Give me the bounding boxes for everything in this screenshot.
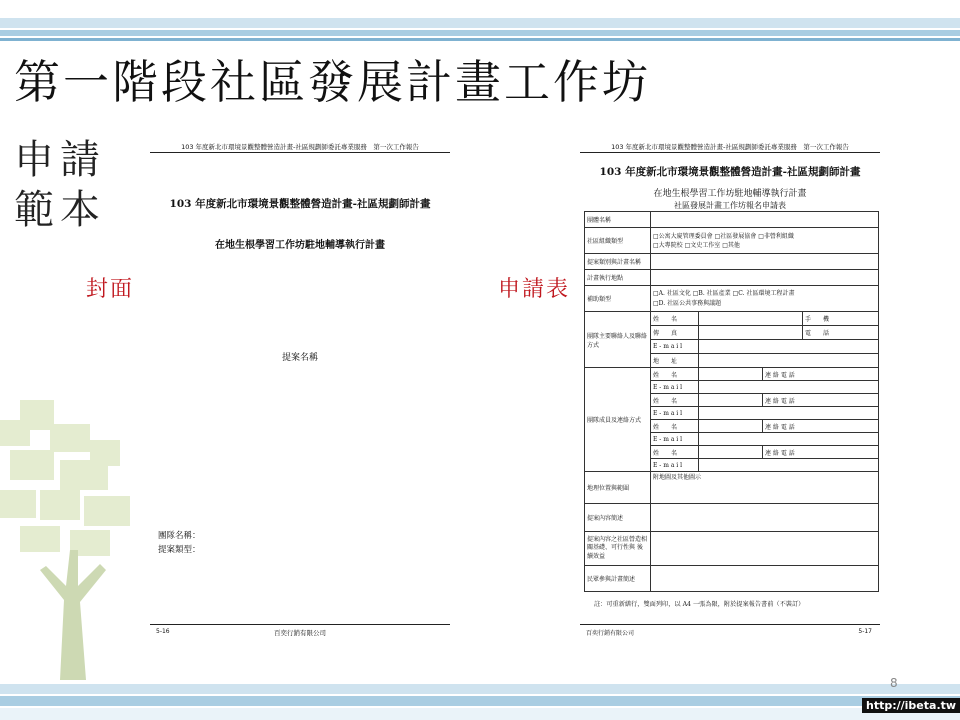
field-label: 姓 名 xyxy=(651,446,699,459)
form-title3: 社區發展計畫工作坊報名申請表 xyxy=(674,201,786,210)
row-label: 提案內容之社區營造相關基礎、可行性與 後續效益 xyxy=(585,532,651,566)
bottom-decor-band xyxy=(0,684,960,694)
footer-rule xyxy=(150,624,450,625)
cover-page xyxy=(150,138,450,638)
table-row xyxy=(585,228,879,254)
field-label: 地 址 xyxy=(651,354,699,368)
field-label: E - m a i l xyxy=(651,340,699,354)
field-label: 姓 名 xyxy=(651,394,699,407)
row-label: 補助類型 xyxy=(585,286,651,312)
field-label: 連 絡 電 話 xyxy=(763,420,879,433)
watermark: http://ibeta.tw xyxy=(862,698,960,713)
cover-footer-page: 5-16 xyxy=(156,628,170,635)
form-footer-company: 百奕行銷有限公司 xyxy=(586,630,635,637)
table-row xyxy=(585,368,879,381)
bottom-decor-band xyxy=(0,708,960,720)
subsidy-a: A. 社區文化 xyxy=(658,289,691,297)
form-label: 申請表 xyxy=(498,277,571,302)
side-title-line1: 申請 xyxy=(14,137,106,183)
table-row xyxy=(585,312,879,326)
subsidy-c: C. 社區環境工程計畫 xyxy=(738,289,795,297)
subsidy-b: B. 社區產業 xyxy=(698,289,731,297)
option-studio: 文史工作室 xyxy=(690,241,721,249)
cover-footer-company: 百奕行銷有限公司 xyxy=(274,629,326,637)
field-label: 姓 名 xyxy=(651,312,699,326)
cover-title2: 在地生根學習工作坊駐地輔導執行計畫 xyxy=(215,240,385,251)
option-college: 大專院校 xyxy=(658,241,683,249)
form-title1: 103 年度新北市環境景觀整體營造計畫-社區規劃師計畫 xyxy=(599,166,861,178)
slide-title: 第一階段社區發展計畫工作坊 xyxy=(14,55,651,109)
field-label: E - m a i l xyxy=(651,433,699,446)
header-rule xyxy=(580,152,880,153)
form-title2: 在地生根學習工作坊駐地輔導執行計畫 xyxy=(653,189,807,199)
field-label: 姓 名 xyxy=(651,420,699,433)
table-row xyxy=(585,270,879,286)
table-row xyxy=(585,472,879,504)
option-npo: 非營利組織 xyxy=(763,232,794,240)
row-label: 團體名稱 xyxy=(585,212,651,228)
row-label: 提案類別與計畫名稱 xyxy=(585,254,651,270)
top-decor-band xyxy=(0,38,960,41)
table-row xyxy=(585,254,879,270)
field-label: 電 話 xyxy=(803,326,879,340)
row-label: 提案內容簡述 xyxy=(585,504,651,532)
table-row xyxy=(585,212,879,228)
field-label: 連 絡 電 話 xyxy=(763,446,879,459)
field-label: E - m a i l xyxy=(651,381,699,394)
footer-rule xyxy=(580,624,880,625)
cover-label: 封面 xyxy=(86,277,135,302)
page-number: 8 xyxy=(890,676,898,690)
field-label: 手 機 xyxy=(803,312,879,326)
row-label: 團隊成員及連絡方式 xyxy=(585,368,651,472)
row-label: 民眾參與計畫簡述 xyxy=(585,566,651,592)
cover-header: 103 年度新北市環境景觀整體營造計畫-社區規劃師委託專業服務 第一次工作報告 xyxy=(181,143,419,151)
row-label: 計畫執行地點 xyxy=(585,270,651,286)
geo-note: 附地圖及其他圖示 xyxy=(651,472,879,504)
option-other: 其他 xyxy=(727,241,740,249)
form-page xyxy=(580,138,880,638)
row-label: 團隊主要聯絡人及聯絡方式 xyxy=(585,312,651,368)
field-label: E - m a i l xyxy=(651,407,699,420)
field-label: E - m a i l xyxy=(651,459,699,472)
side-title-line2: 範本 xyxy=(14,187,106,233)
top-decor-band xyxy=(0,30,960,36)
field-label: 連 絡 電 話 xyxy=(763,394,879,407)
table-row xyxy=(585,532,879,566)
tree-decoration-icon xyxy=(0,380,140,680)
bottom-decor-band xyxy=(0,696,960,706)
table-row xyxy=(585,286,879,312)
option-assoc: 社區發展協會 xyxy=(720,232,757,240)
row-label: 地理位置與範圍 xyxy=(585,472,651,504)
cover-proposal-name: 提案名稱 xyxy=(281,353,318,363)
cover-field-type: 提案類型： xyxy=(158,545,201,555)
row-label: 社區組織類型 xyxy=(585,228,651,254)
header-rule xyxy=(150,152,450,153)
application-form-table xyxy=(584,211,879,592)
cover-field-team: 團隊名稱： xyxy=(158,531,201,541)
field-label: 連 絡 電 話 xyxy=(763,368,879,381)
field-label: 傳 真 xyxy=(651,326,699,340)
subsidy-d: D. 社區公共事務與議題 xyxy=(658,299,722,307)
option-building: 公寓大廈管理委員會 xyxy=(658,232,713,240)
top-decor-band xyxy=(0,18,960,28)
field-label: 姓 名 xyxy=(651,368,699,381)
table-row xyxy=(585,504,879,532)
table-row xyxy=(585,566,879,592)
cover-title1: 103 年度新北市環境景觀整體營造計畫-社區規劃師計畫 xyxy=(169,198,431,210)
form-header: 103 年度新北市環境景觀整體營造計畫-社區規劃師委託專業服務 第一次工作報告 xyxy=(611,143,849,151)
form-footer-page: 5-17 xyxy=(858,628,872,635)
form-note: 註：可重新繕行，雙面列印，以 A4 一張為限，附於提案報告書前（不裝訂） xyxy=(594,601,805,608)
